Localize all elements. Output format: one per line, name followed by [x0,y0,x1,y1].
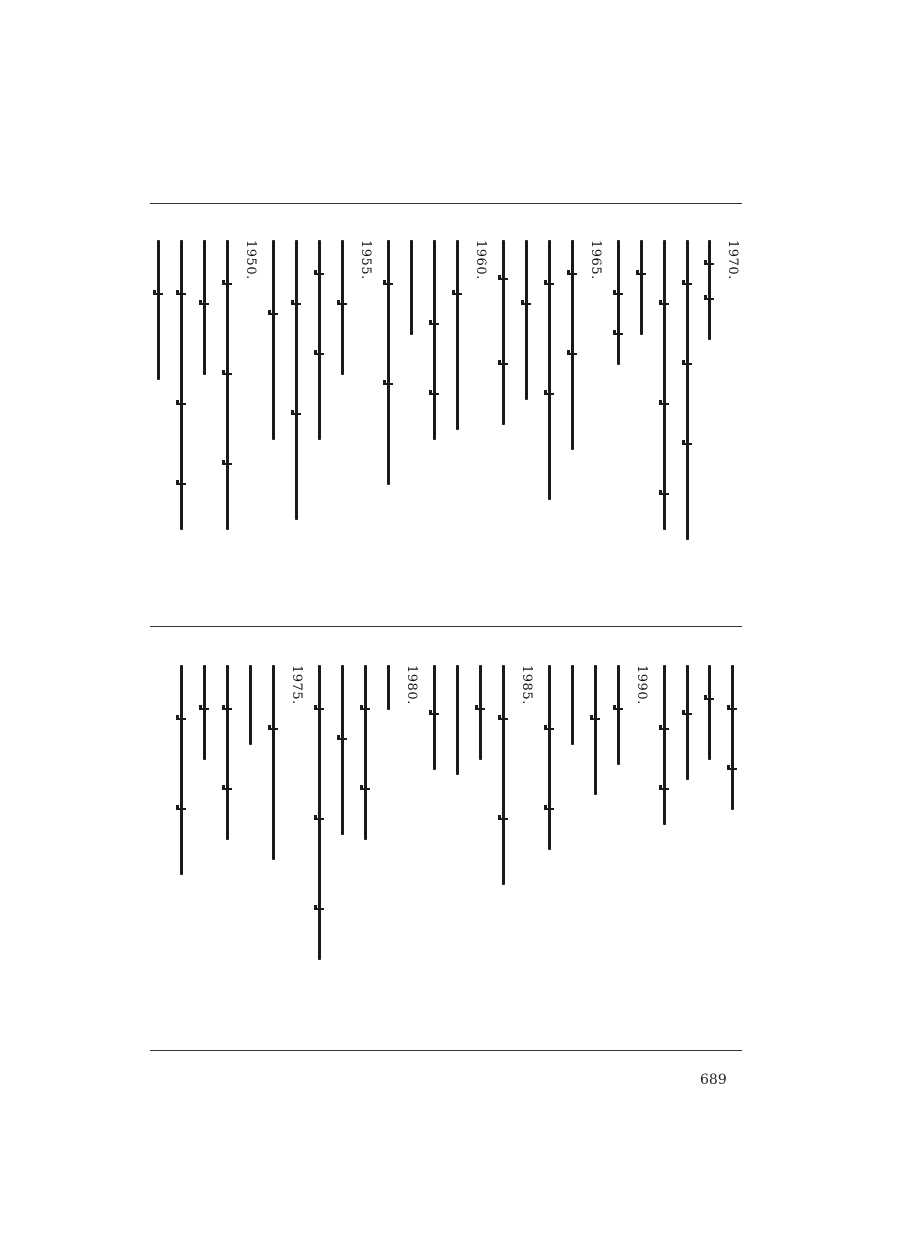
bottom-rule [150,1050,742,1051]
year-column-1950 [243,240,257,600]
year-label: 1975. [289,665,304,705]
year-label: 1990. [634,665,649,705]
year-column-1975 [289,665,303,1025]
year-column-1990 [634,665,648,1025]
year-column-1960 [473,240,487,600]
year-column-1965 [588,240,602,600]
year-label: 1955. [358,240,373,280]
year-label: 1950. [243,240,258,280]
year-label: 1980. [404,665,419,705]
year-label: 1960. [473,240,488,280]
top-rule [150,203,742,204]
page-number: 689 [700,1072,727,1088]
year-label: 1965. [588,240,603,280]
upper-text-block [150,240,742,620]
year-column-1980 [404,665,418,1025]
middle-rule [150,626,742,627]
year-column-1985 [519,665,533,1025]
year-column-1955 [358,240,372,600]
year-label: 1985. [519,665,534,705]
year-column-1970 [725,240,739,600]
year-label: 1970. [725,240,740,280]
lower-text-block [150,665,742,1035]
